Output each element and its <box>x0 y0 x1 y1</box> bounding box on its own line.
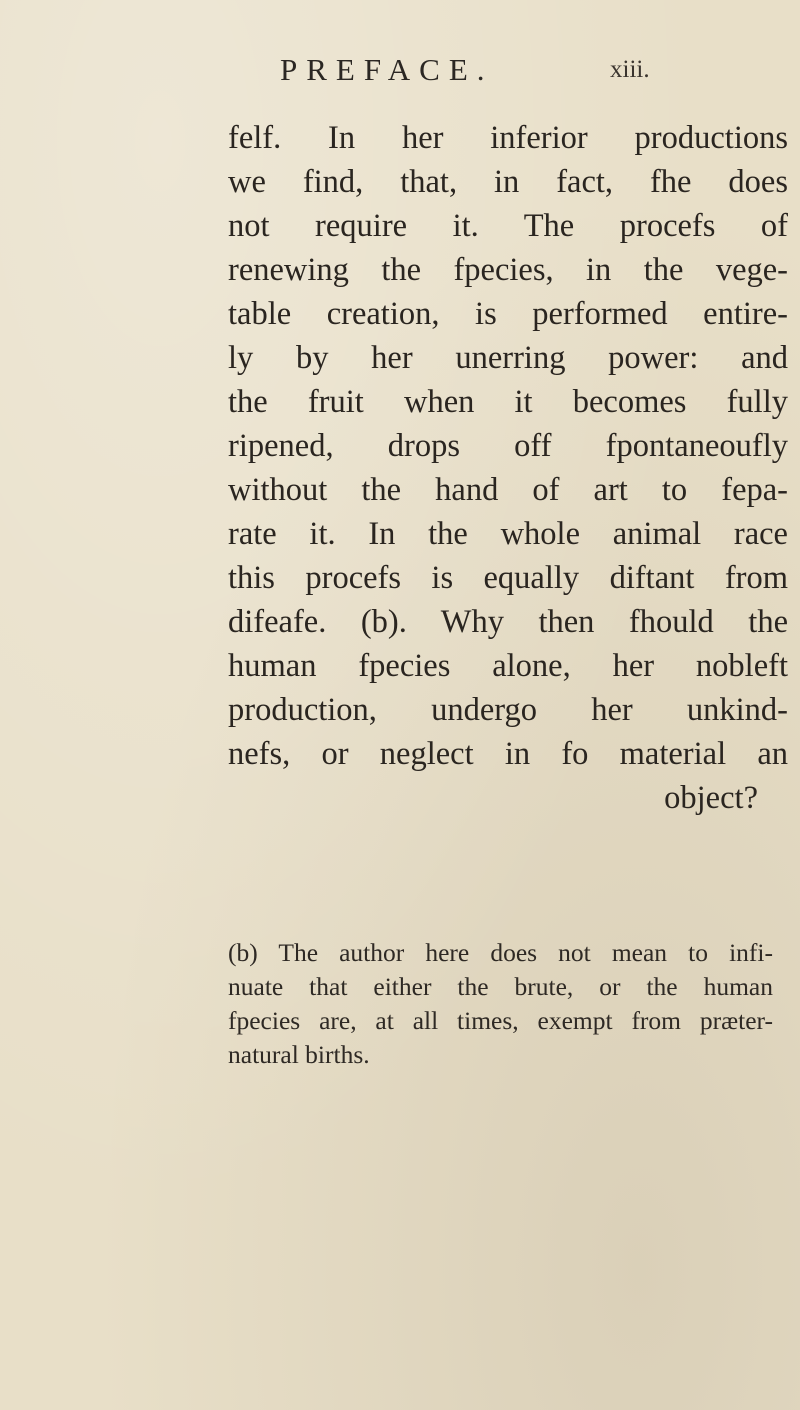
footnote-line: nuate that either the brute, or the human <box>228 972 773 1001</box>
text-line: we find, that, in fact, fhe does <box>228 164 788 200</box>
footnote-line: fpecies are, at all times, exempt from præter- <box>228 1006 773 1035</box>
text-line: ripened, drops off fpontaneoufly <box>228 428 788 464</box>
running-title: PREFACE. <box>280 52 494 87</box>
footnote-line: (b) The author here does not mean to infi- <box>228 938 773 967</box>
footnote <box>228 936 773 1072</box>
text-line: felf. In her inferior productions <box>228 120 788 156</box>
text-line: without the hand of art to fepa- <box>228 472 788 508</box>
text-line: production, undergo her unkind- <box>228 692 788 728</box>
text-line: rate it. In the whole animal race <box>228 516 788 552</box>
text-line: this procefs is equally diftant from <box>228 560 788 596</box>
text-line: the fruit when it becomes fully <box>228 384 788 420</box>
text-line: nefs, or neglect in fo material an <box>228 736 788 772</box>
footnote-line: natural births. <box>228 1040 370 1069</box>
text-line: table creation, is performed entire- <box>228 296 788 332</box>
text-line: difeafe. (b). Why then fhould the <box>228 604 788 640</box>
text-line: renewing the fpecies, in the vege- <box>228 252 788 288</box>
text-line: ly by her unerring power: and <box>228 340 788 376</box>
body-text <box>228 116 788 820</box>
page-header <box>0 52 800 102</box>
page-number: xiii. <box>610 56 650 83</box>
text-line: not require it. The procefs of <box>228 208 788 244</box>
text-line: human fpecies alone, her nobleft <box>228 648 788 684</box>
text-line: object? <box>664 780 758 816</box>
